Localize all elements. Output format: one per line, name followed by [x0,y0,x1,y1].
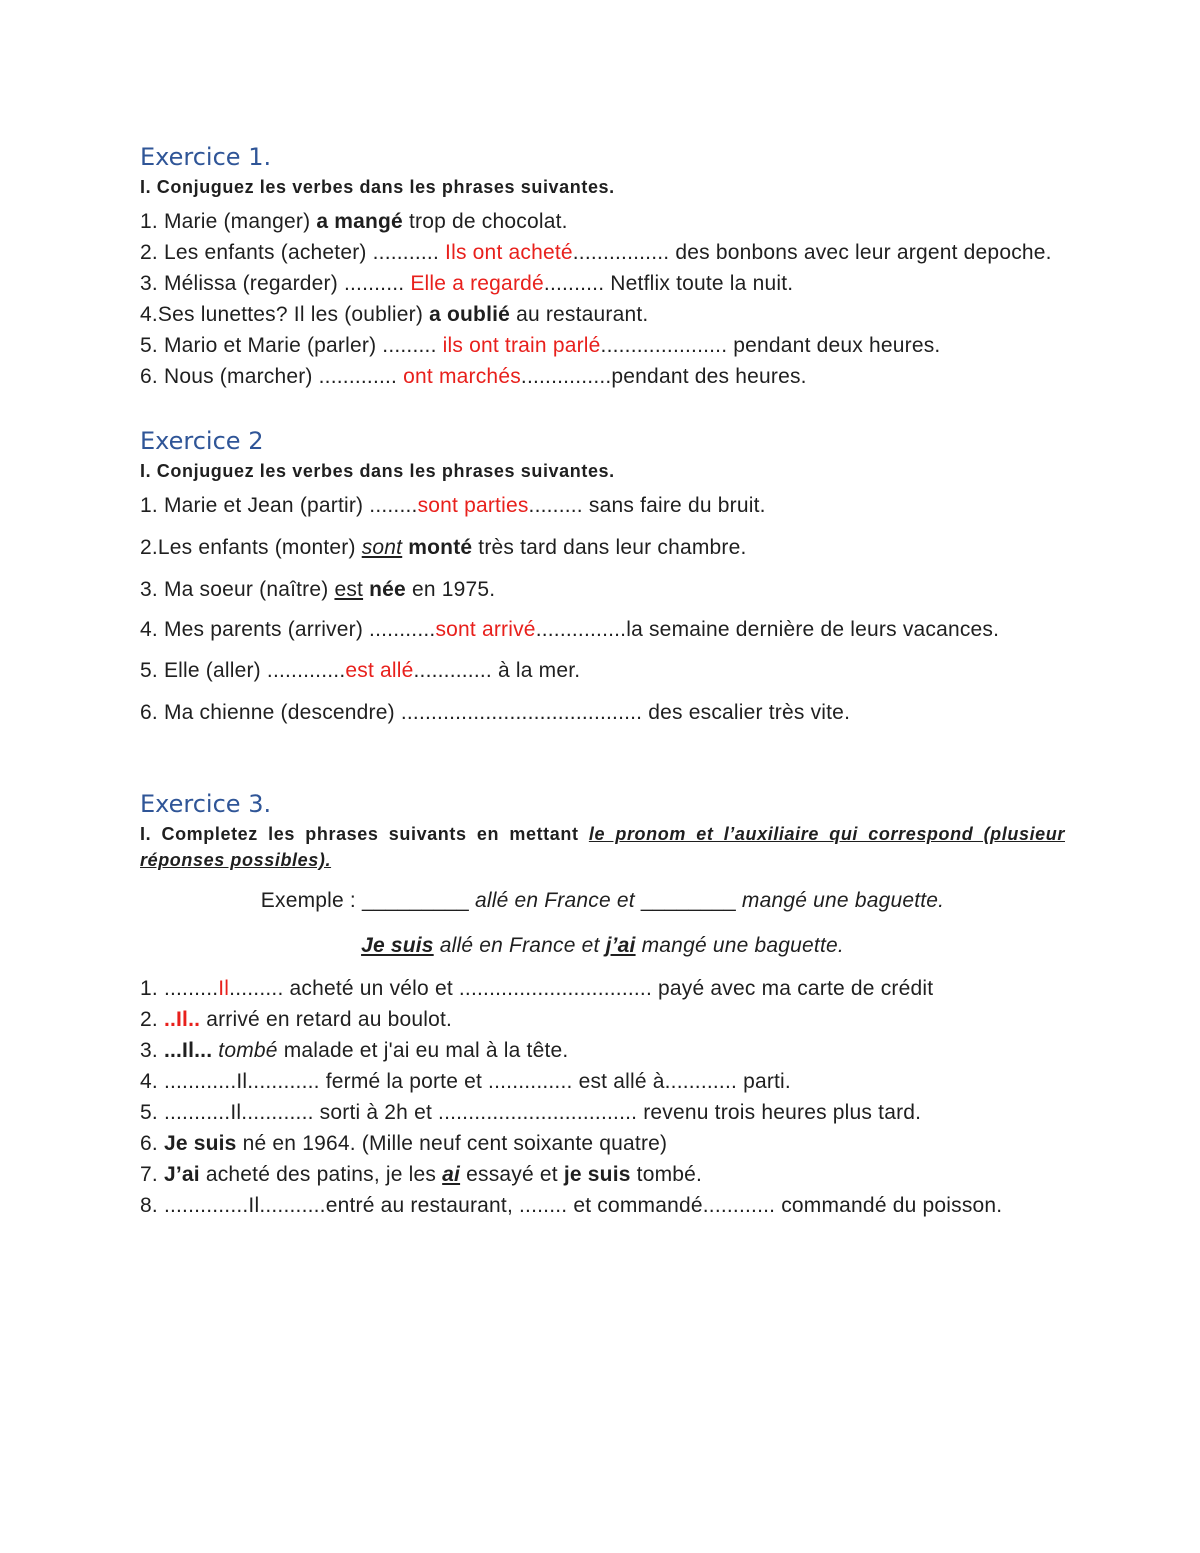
ex2-line-6: 6. Ma chienne (descendre) ........................................ des escalier très vite. [140,701,851,724]
answer-text: ont marchés [403,365,521,388]
exercise-2-instruction: I. Conjuguez les verbes dans les phrases suivantes. [140,461,615,481]
ex3-line-1: 1. .........Il......... acheté un vélo et ................................ payé avec ma carte de crédit [140,977,934,1000]
ex3-line-3: 3. ...Il... tombé malade et j'ai eu mal à la tête. [140,1039,569,1062]
ex2-line-3: 3. Ma soeur (naître) est née en 1975. [140,578,496,601]
ex2-line-2: 2.Les enfants (monter) sont monté très tard dans leur chambre. [140,536,747,559]
answer-text: est allé [345,659,414,682]
answer-text: sont arrivé [435,618,536,641]
ex3-line-7: 7. J’ai acheté des patins, je les ai essayé et je suis tombé. [140,1163,703,1186]
answer-text: ..Il.. [163,1008,201,1031]
ex1-line-2: 2. Les enfants (acheter) ........... Ils ont acheté................ des bonbons avec leur argent depoche. [140,241,1052,264]
ex1-line-5: 5. Mario et Marie (parler) ......... ils ont train parlé..................... pendant deux heures. [140,334,941,357]
ex2-line-5: 5. Elle (aller) .............est allé............. à la mer. [140,659,581,682]
ex3-line-2: 2. ..Il.. arrivé en retard au boulot. [140,1008,453,1031]
ex3-line-6: 6. Je suis né en 1964. (Mille neuf cent soixante quatre) [140,1132,668,1155]
ex3-line-4: 4. ............Il............ fermé la porte et .............. est allé à............ parti. [140,1070,791,1093]
ex1-line-4: 4.Ses lunettes? Il les (oublier) a oublié au restaurant. [140,303,649,326]
ex3-line-5: 5. ...........Il............ sorti à 2h et ................................. revenu trois heures plus tard. [140,1101,922,1124]
exercise-2-title: Exercice 2 [140,427,264,455]
ex1-line-1: 1. Marie (manger) a mangé trop de chocolat. [140,210,568,233]
ex2-line-1: 1. Marie et Jean (partir) ........sont parties......... sans faire du bruit. [140,494,766,517]
answer-text: sont parties [417,494,529,517]
example-answer-line: Je suis allé en France et j’ai mangé une baguette. [361,934,844,957]
exercise-1-instruction: I. Conjuguez les verbes dans les phrases suivantes. [140,177,615,197]
exercise-1-title: Exercice 1. [140,143,272,171]
answer-text: Elle a regardé [410,272,544,295]
ex2-line-4: 4. Mes parents (arriver) ...........sont arrivé...............la semaine dernière de leurs vacances. [140,618,1000,641]
exercise-3-instruction: I. Completez les phrases suivants en mettant le pronom et l’auxiliaire qui correspond (plusieur réponses possibles). [140,824,1065,870]
document-page [140,140,1065,1221]
ex1-line-6: 6. Nous (marcher) ............. ont marchés...............pendant des heures. [140,365,807,388]
answer-text: Il [218,977,230,1000]
answer-text: ils ont train parlé [442,334,601,357]
answer-text: Ils ont acheté [445,241,573,264]
ex3-line-8: 8. ..............Il...........entré au restaurant, ........ et commandé............ commandé du poisson. [140,1194,1003,1217]
ex1-line-3: 3. Mélissa (regarder) .......... Elle a regardé.......... Netflix toute la nuit. [140,272,794,295]
example-line: Exemple : _________ allé en France et ________ mangé une baguette. [260,889,945,912]
exercise-3-title: Exercice 3. [140,790,272,818]
